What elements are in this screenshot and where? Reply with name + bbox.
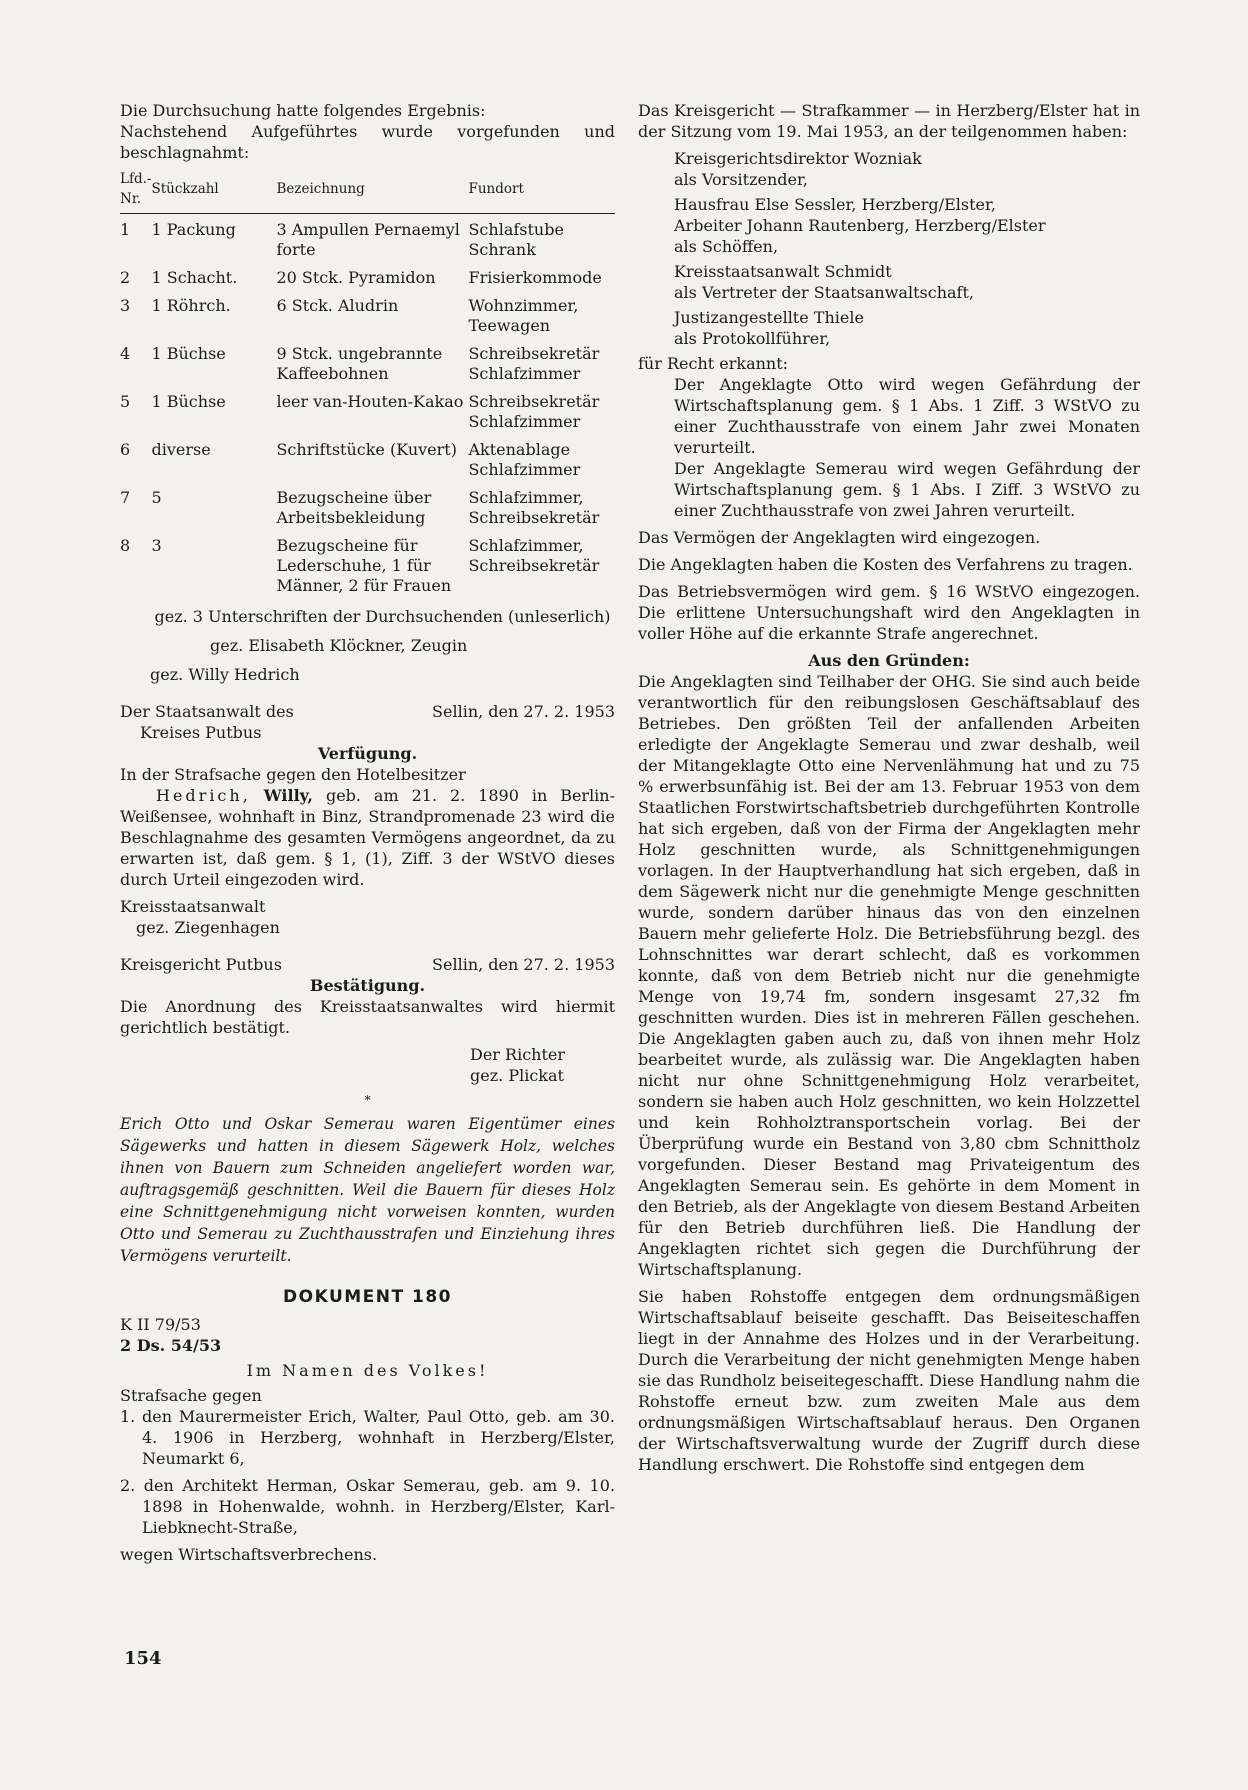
cell: 4 (120, 344, 131, 363)
order-intro: In der Strafsache gegen den Hotelbesitzer (120, 765, 466, 784)
business-assets: Das Betriebsvermögen wird gem. § 16 WStVO eingezogen. Die erlittene Untersuchungshaft wird den Angeklagten in voller Höhe auf die erkannte Strafe angerechnet. (638, 582, 1140, 643)
ksa-signature: gez. Ziegenhagen (136, 918, 280, 937)
cell: 9 Stck. ungebrannte Kaffeebohnen (276, 344, 443, 383)
table-row (120, 530, 615, 598)
court-name: Kreisgericht Putbus (120, 955, 282, 974)
cell: diverse (151, 440, 211, 459)
cell: 3 (151, 536, 162, 555)
presiding-judge (638, 148, 1140, 190)
lay-judges (638, 194, 1140, 257)
cell: 1 (120, 220, 131, 239)
signature-searchers: gez. 3 Unterschriften der Durchsuchenden (unleserlich) (154, 607, 611, 626)
clerk-role: als Protokollführer, (674, 329, 831, 348)
cell: Schreibsekretär Schlafzimmer (468, 344, 600, 383)
table-row (120, 386, 615, 434)
order-title: Verfügung. (317, 744, 418, 763)
prosecutor-date: Sellin, den 27. 2. 1953 (432, 702, 615, 721)
col-header-count: Stückzahl (151, 169, 276, 214)
table-row (120, 214, 615, 263)
clerk (638, 307, 1140, 349)
confirmation-title: Bestätigung. (309, 976, 426, 995)
intro-line-2: Nachstehend Aufgeführtes wurde vorgefunden und beschlagnahmt: (120, 122, 615, 162)
reasons-paragraph-2: Sie haben Rohstoffe entgegen dem ordnungsmäßigen Wirtschaftsablauf beiseite geschafft. Das Beiseiteschaffen liegt in der Annahme des Holzes und in der Verarbeitung. Durch die Verarbeitung der nicht genehmigten Menge haben sie das Rundholz beiseitegeschafft. Diese Handlung nahm die Rohstoffe erneut bzw. zum zweiten Male aus dem ordnungsmäßigen Wirtschaftsablauf heraus. Den Organen der Wirtschaftsverwaltung wurde der Zugriff durch diese Handlung erschwert. Die Rohstoffe sind entgegen dem (638, 1287, 1140, 1474)
case-against: Strafsache gegen (120, 1386, 262, 1405)
separator-star: * (364, 1093, 371, 1107)
cell: 6 (120, 440, 131, 459)
table-row (120, 434, 615, 482)
cell: 20 Stck. Pyramidon (276, 268, 436, 287)
order-text (120, 785, 615, 890)
list-item: 2. den Architekt Herman, Oskar Semerau, geb. am 9. 10. 1898 in Hohenwalde, wohnh. in Herzberg/Elster, Karl-Liebknecht-Straße, (120, 1476, 615, 1537)
verdict-otto: Der Angeklagte Otto wird wegen Gefährdung der Wirtschaftsplanung gem. § 1 Abs. 1 Ziff. 3 WStVO zu einer Zuchthausstrafe von einem Jahr zwei Monaten verurteilt. (674, 375, 1140, 457)
court-intro: Das Kreisgericht — Strafkammer — in Herzberg/Elster hat in der Sitzung vom 19. Mai 1953, an der teilgenommen haben: (638, 101, 1140, 141)
charge: wegen Wirtschaftsverbrechens. (120, 1545, 378, 1564)
judge-role: als Vorsitzender, (674, 170, 808, 189)
left-column (120, 100, 615, 1571)
cell: 3 (120, 296, 131, 315)
seizure-table (120, 169, 615, 598)
court-date: Sellin, den 27. 2. 1953 (432, 955, 615, 974)
judge-signature: gez. Plickat (470, 1066, 564, 1085)
lay-judge-role: als Schöffen, (674, 237, 779, 256)
cell: Wohnzimmer, Teewagen (468, 296, 579, 335)
accused-name: Hedrich, (156, 786, 251, 805)
table-row (120, 482, 615, 530)
cell: Frisierkommode (468, 268, 602, 287)
cell: 5 (151, 488, 162, 507)
court-header (120, 954, 615, 975)
file-number-1: K II 79/53 (120, 1315, 201, 1334)
prosecutor-header (120, 701, 615, 722)
cell: 5 (120, 392, 131, 411)
defendants-list (120, 1406, 615, 1538)
cell: 1 Röhrch. (151, 296, 231, 315)
cell: Aktenablage Schlafzimmer (468, 440, 581, 479)
cell: 1 Büchse (151, 392, 226, 411)
cell: 8 (120, 536, 131, 555)
cell: Schriftstücke (Kuvert) (276, 440, 457, 459)
signature-hedrich: gez. Willy Hedrich (150, 665, 300, 684)
accused-firstname: Willy, (263, 786, 313, 805)
judge-name: Kreisgerichtsdirektor Wozniak (674, 149, 922, 168)
prosecutor-name: Kreisstaatsanwalt Schmidt (674, 262, 892, 281)
cell: Bezugscheine für Lederschuhe, 1 für Männer, 2 für Frauen (276, 536, 452, 595)
cell: 3 Ampullen Pernaemyl forte (276, 220, 460, 259)
assets-confiscated: Das Vermögen der Angeklagten wird eingezogen. (638, 528, 1041, 547)
intro-line-1: Die Durchsuchung hatte folgendes Ergebnis: (120, 101, 486, 120)
costs: Die Angeklagten haben die Kosten des Verfahrens zu tragen. (638, 555, 1133, 574)
case-summary: Erich Otto und Oskar Semerau waren Eigentümer eines Sägewerks und hatten in diesem Sägewerk Holz, welches ihnen von Bauern zum Schneiden angeliefert worden war, auftragsgemäß geschnitten. Weil die Bauern für dieses Holz eine Schnittgenehmigung nicht vorweisen konnten, wurden Otto und Semerau zu Zuchthausstrafen und Einziehung ihres Vermögens verurteilt. (120, 1115, 615, 1265)
cell: Schlafstube Schrank (468, 220, 564, 259)
ksa-title: Kreisstaatsanwalt (120, 897, 266, 916)
cell: Schlafzimmer, Schreibsekretär (468, 488, 600, 527)
judge-title: Der Richter (470, 1045, 566, 1064)
list-item: 1. den Maurermeister Erich, Walter, Paul Otto, geb. am 30. 4. 1906 in Herzberg, wohnhaft in Herzberg/Elster, Neumarkt 6, (120, 1407, 615, 1468)
cell: Schlafzimmer, Schreibsekretär (468, 536, 600, 575)
lay-judge-2: Arbeiter Johann Rautenberg, Herzberg/Elster (674, 216, 1046, 235)
lay-judge-1: Hausfrau Else Sessler, Herzberg/Elster, (674, 195, 996, 214)
prosecutor-district: Kreises Putbus (140, 723, 262, 742)
file-number-2: 2 Ds. 54/53 (120, 1336, 222, 1355)
document-title: DOKUMENT 180 (283, 1287, 452, 1307)
order-body: geb. am 21. 2. 1890 in Berlin-Weißensee, wohnhaft in Binz, Strandpromenade 23 wird die Beschlagnahme des gesamten Vermögens angeordnet, da zu erwarten ist, daß gem. § 1, (1), Ziff. 3 der WStVO dieses durch Urteil eingezoden wird. (120, 786, 616, 889)
right-column (638, 100, 1140, 1481)
confirmation-text: Die Anordnung des Kreisstaatsanwaltes wird hiermit gerichtlich bestätigt. (120, 997, 615, 1037)
col-header-location: Fundort (468, 169, 615, 214)
table-row (120, 338, 615, 386)
col-header-item: Bezeichnung (276, 169, 468, 214)
cell: 2 (120, 268, 131, 287)
signature-witness: gez. Elisabeth Klöckner, Zeugin (210, 636, 468, 655)
page-number: 154 (124, 1648, 162, 1669)
cell: 7 (120, 488, 131, 507)
cell: leer van-Houten-Kakao (276, 392, 464, 411)
verdict-semerau: Der Angeklagte Semerau wird wegen Gefährdung der Wirtschaftsplanung gem. § 1 Abs. I Ziff. 3 WStVO zu einer Zuchthausstrafe von zwei Jahren verurteilt. (674, 459, 1140, 520)
cell: Bezugscheine über Arbeitsbekleidung (276, 488, 432, 527)
table-row (120, 290, 615, 338)
prosecutor-role: als Vertreter der Staatsanwaltschaft, (674, 283, 974, 302)
in-the-name-of-the-people: Im Namen des Volkes! (246, 1361, 489, 1380)
cell: 1 Packung (151, 220, 236, 239)
col-header-nr: Lfd.-Nr. (120, 169, 151, 214)
reasons-paragraph-1: Die Angeklagten sind Teilhaber der OHG. Sie sind auch beide verantwortlich für den reibungslosen Geschäftsablauf des Betriebes. Den größten Teil der anfallenden Arbeiten erledigte der Angeklagte Semerau und zwar deshalb, weil der Mitangeklagte Otto eine Nervenlähmung hat und zu 75 % erwerbsunfähig ist. Bei der am 13. Februar 1953 von dem Staatlichen Forstwirtschaftsbetrieb durchgeführten Kontrolle hat sich ergeben, daß von der Firma der Angeklagten mehr Holz geschnitten wurde, als Schnittgenehmigungen vorlagen. In der Hauptverhandlung hat sich ergeben, daß in dem Sägewerk nicht nur die genehmigte Menge geschnitten wurde, sondern darüber hinaus das von den einzelnen Bauern mehr gelieferte Holz. Die Betriebsführung bezgl. des Lohnschnittes war derart schlecht, daß es vorkommen konnte, daß von dem Betrieb nicht nur die genehmigte Menge von 19,74 fm, sondern insgesamt 27,32 fm geschnitten wurden. Dies ist in mehreren Fällen geschehen. Die Angeklagten gaben auch zu, daß von ihnen mehr Holz bearbeitet wurde, als zulässig war. Die Angeklagten haben nicht nur ohne Schnittgenehmigung Holz verarbeitet, sondern sie haben auch Holz geschnitten, wo kein Holzzettel und kein Rohholztransportschein vorlag. Bei der Überprüfung wurde ein Bestand von 3,80 cbm Schnittholz vorgefunden. Dieser Bestand mag Privateigentum des Angeklagten Semerau sein. Es gehörte in dem Moment in den Betrieb, als der Angeklagte von diesem Bestand Arbeiten für den Betrieb durchführen ließ. Die Handlung der Angeklagten richtet sich gegen die Durchführung der Wirtschaftsplanung. (638, 672, 1140, 1279)
clerk-name: Justizangestellte Thiele (674, 308, 864, 327)
cell: 6 Stck. Aludrin (276, 296, 399, 315)
table-header-row (120, 169, 615, 214)
cell: 1 Büchse (151, 344, 226, 363)
prosecutor-office: Der Staatsanwalt des (120, 702, 294, 721)
cell: 1 Schacht. (151, 268, 238, 287)
verdict-intro: für Recht erkannt: (638, 354, 789, 373)
reasons-title: Aus den Gründen: (808, 651, 970, 670)
table-row (120, 262, 615, 290)
cell: Schreibsekretär Schlafzimmer (468, 392, 600, 431)
prosecution-rep (638, 261, 1140, 303)
